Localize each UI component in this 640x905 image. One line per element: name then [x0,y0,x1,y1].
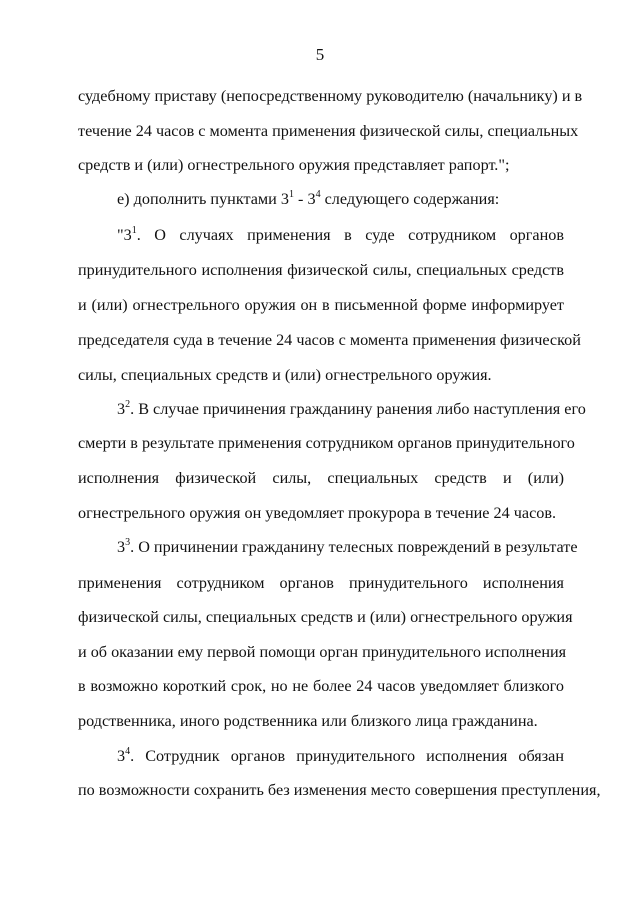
text-line: е) дополнить пунктами $3^1 - 3^4$ следующего содержания: [117,188,500,208]
text-line: средств и (или) огнестрельного оружия представляет рапорт."; [78,156,510,174]
text-line: и (или) огнестрельного оружия он в письменной форме информирует [78,296,564,314]
text-line: огнестрельного оружия он уведомляет прокурора в течение 24 часов. [78,504,557,522]
text-line: смерти в результате применения сотрудником органов принудительного [78,434,575,452]
text-line: председателя суда в течение 24 часов с момента применения физической [78,331,581,349]
text-line: в возможно короткий срок, но не более 24 часов уведомляет близкого [78,677,564,695]
text-line: родственника, иного родственника или близкого лица гражданина. [78,712,538,730]
text-line: принудительного исполнения физической силы, специальных средств [78,261,564,279]
text-line: "$3^1$. О случаях применения в суде сотрудником органов [117,224,564,244]
text-line: течение 24 часов с момента применения физической силы, специальных [78,122,579,140]
text-line: исполнения физической силы, специальных средств и (или) [78,469,564,487]
text-line: и об оказании ему первой помощи орган принудительного исполнения [78,643,567,661]
text-line: силы, специальных средств и (или) огнестрельного оружия. [78,366,492,384]
text-line: по возможности сохранить без изменения место совершения преступления, [78,781,601,799]
text-line: $3^4$. Сотрудник органов принудительного исполнения обязан [117,745,564,765]
text-line: $3^3$. О причинении гражданину телесных повреждений в результате [117,536,578,556]
text-line: физической силы, специальных средств и (или) огнестрельного оружия [78,608,573,626]
text-line: судебному приставу (непосредственному руководителю (начальнику) и в [78,87,583,105]
page-number: 5 [315,45,325,64]
text-line: применения сотрудником органов принудительного исполнения [78,574,564,592]
text-line: $3^2$. В случае причинения гражданину ранения либо наступления его [117,398,586,418]
